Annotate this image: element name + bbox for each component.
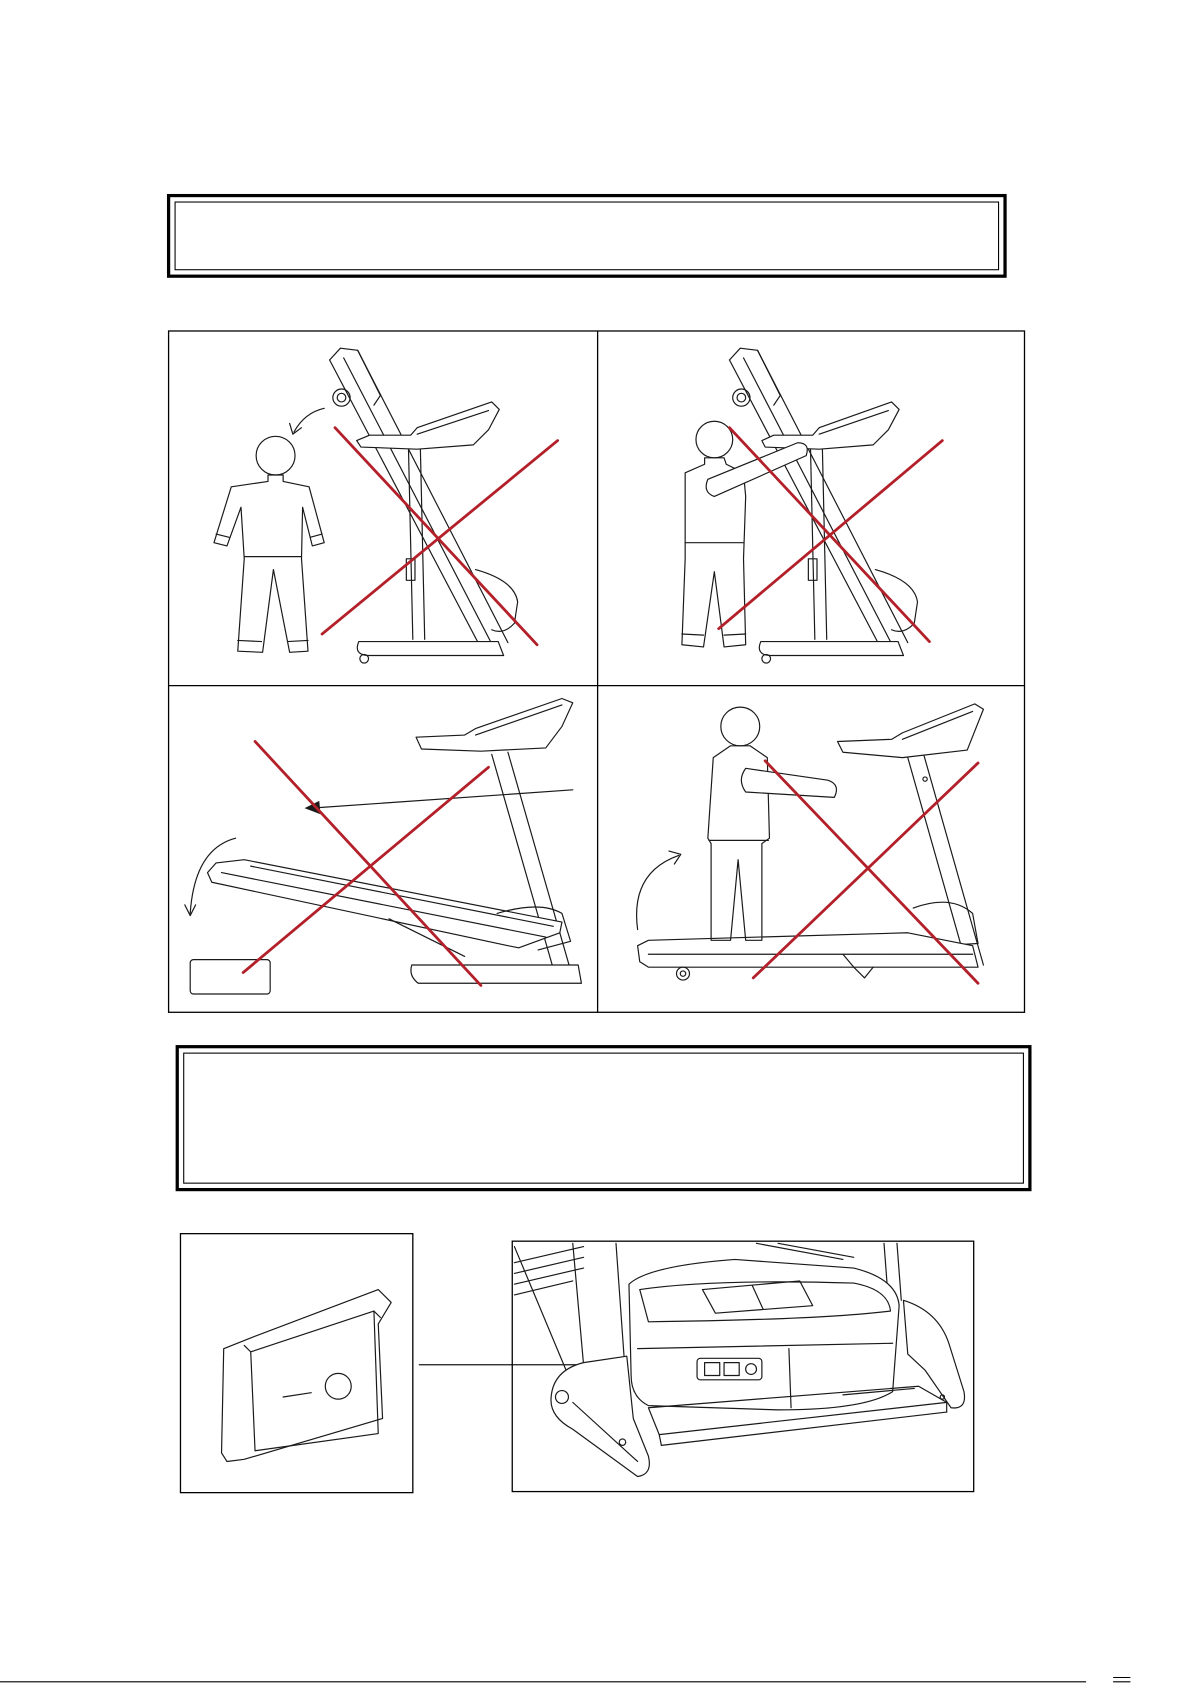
figure-folded-treadmill-person-pushing [682,348,942,663]
switch-detail-box [180,1234,412,1493]
curved-arrow-icon [637,851,681,929]
figure-person-on-deck [637,704,984,983]
floor-block-icon [190,960,270,994]
figure-deck-dropping [185,699,582,995]
treadmill-rear-motor-hood-icon [514,1243,964,1476]
folded-treadmill-icon [330,348,518,663]
motor-hood-detail-box [512,1241,973,1491]
folded-treadmill-icon [729,348,917,663]
warning-box-bottom [177,1047,1030,1190]
person-on-deck-icon [708,707,837,940]
footer-rule [0,1677,1130,1681]
prohibited-cross-icon [719,428,943,642]
figure-folded-treadmill-person-near [214,348,558,663]
open-treadmill-icon [638,704,984,980]
curved-arrow-icon [290,408,325,434]
warning-box-top [169,196,1005,277]
figure-grid [169,331,1025,1012]
person-pushing-icon [682,421,807,647]
person-icon [214,436,324,652]
rocker-power-switch-icon [222,1290,392,1462]
unfolding-treadmill-icon [207,699,581,984]
prohibited-cross-icon [322,428,558,645]
prohibited-cross-icon [243,741,488,985]
